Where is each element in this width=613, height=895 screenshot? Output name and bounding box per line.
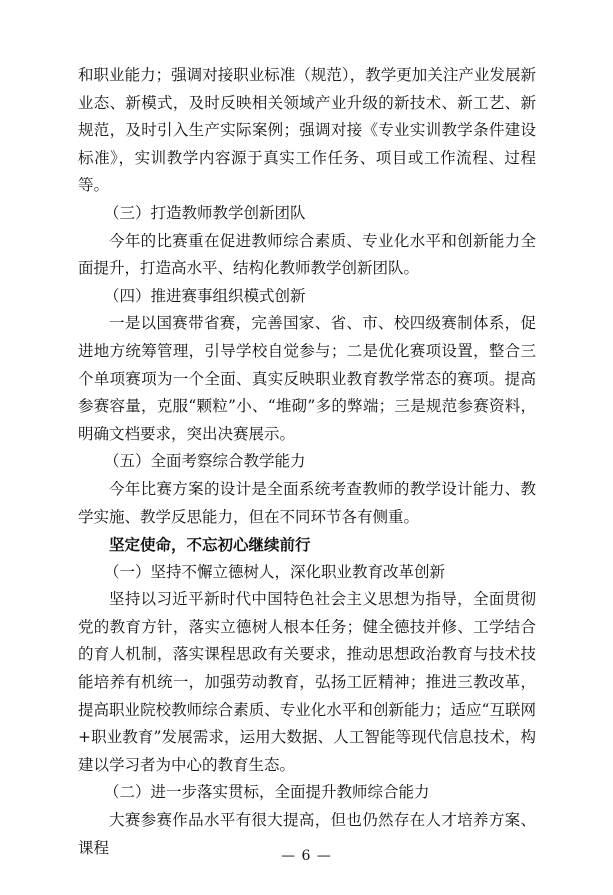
- body-text: [78, 62, 536, 862]
- paragraph: 一是以国赛带省赛，完善国家、省、市、校四级赛制体系，促进地方统筹管理，引导学校自觉参与；二是优化赛项设置，整合三个单项赛项为一个全面、真实反映职业教育教学常态的赛项。提高参赛容量，克服“颗粒”小、“堆砌”多的弊端；三是规范参赛资料，明确文档要求，突出决赛展示。: [78, 314, 536, 443]
- subheading: （四）推进赛事组织模式创新: [104, 286, 306, 305]
- paragraph: 今年比赛方案的设计是全面系统考查教师的教学设计能力、教学实施、教学反思能力，但在不同环节各有侧重。: [78, 479, 536, 526]
- paragraph: 坚持以习近平新时代中国特色社会主义思想为指导，全面贯彻党的教育方针，落实立德树人根本任务；健全德技并修、工学结合的育人机制，落实课程思政有关要求，推动思想政治教育与技术技能培养有机统一，加强劳动教育，弘扬工匠精神；推进三教改革，提高职业院校教师综合素质、专业化水平和创新能力；适应“互联网+职业教育”发展需求，运用大数据、人工智能等现代信息技术，构建以学习者为中心的教育生态。: [78, 590, 536, 774]
- paragraph: 大赛参赛作品水平有很大提高，但也仍然存在人才培养方案、课程: [78, 811, 536, 857]
- subheading: （五）全面考察综合教学能力: [104, 452, 306, 471]
- paragraph: 今年的比赛重在促进教师综合素质、专业化水平和创新能力全面提升，打造高水平、结构化教师教学创新团队。: [78, 231, 536, 278]
- page-number: — 6 —: [281, 848, 332, 864]
- subheading: （三）打造教师教学创新团队: [104, 203, 306, 222]
- subheading: （二）进一步落实贯标，全面提升教师综合能力: [104, 783, 430, 802]
- paragraph: 和职业能力；强调对接职业标准（规范），教学更加关注产业发展新业态、新模式，及时反映相关领域产业升级的新技术、新工艺、新规范，及时引入生产实际案例；强调对接《专业实训教学条件建设标准》，实训教学内容源于真实工作任务、项目或工作流程、过程等。: [78, 66, 536, 195]
- section-heading: 坚定使命，不忘初心继续前行: [109, 535, 311, 555]
- subheading: （一）坚持不懈立德树人，深化职业教育改革创新: [104, 562, 446, 581]
